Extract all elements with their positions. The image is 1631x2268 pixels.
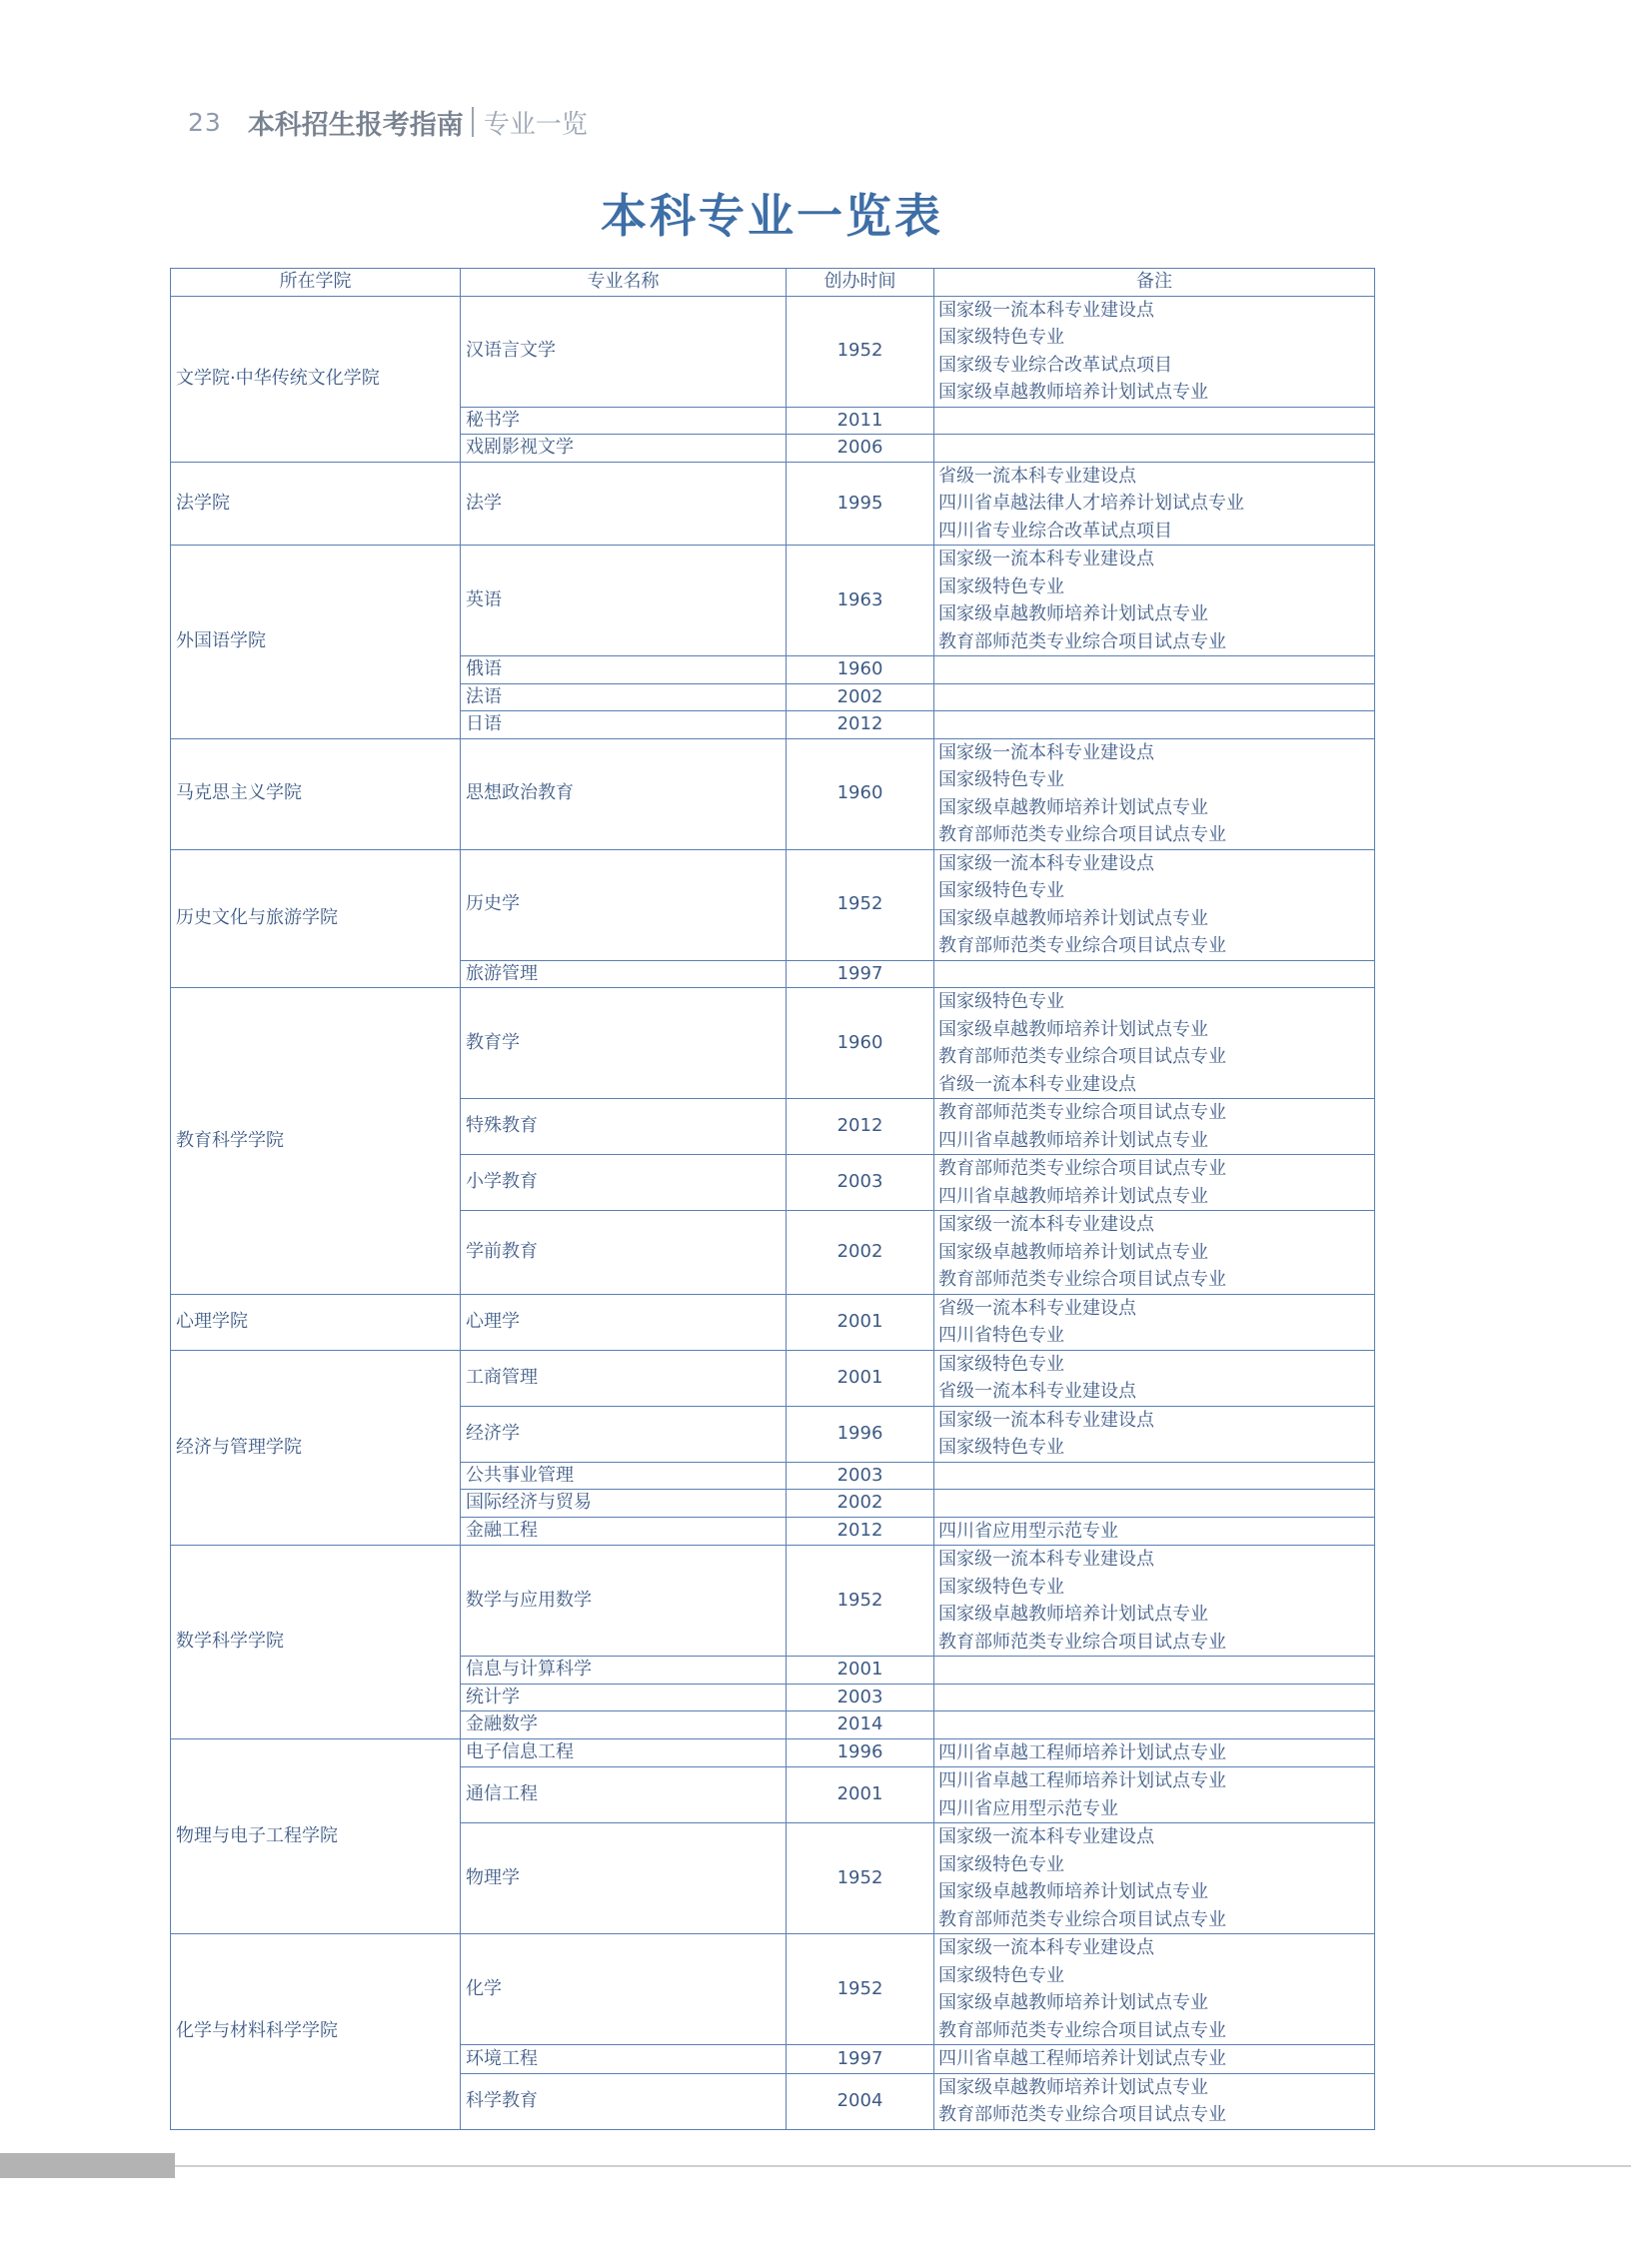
note-item: 教育部师范类专业综合项目试点专业 — [938, 2104, 1226, 2125]
table-row — [171, 1350, 1375, 1406]
note-item: 国家级特色专业 — [938, 1576, 1064, 1598]
note-item: 国家级一流本科专业建设点 — [938, 1549, 1154, 1570]
major-name: 经济学 — [461, 1406, 787, 1462]
note-item: 教育部师范类专业综合项目试点专业 — [938, 1631, 1226, 1653]
note-item: 四川省卓越工程师培养计划试点专业 — [938, 2048, 1226, 2069]
notes-cell — [934, 462, 1375, 546]
major-name: 俄语 — [461, 656, 787, 684]
note-item: 国家级卓越教师培养计划试点专业 — [938, 1241, 1208, 1263]
page-header — [188, 104, 588, 140]
note-item: 国家级特色专业 — [938, 880, 1064, 901]
major-name: 金融工程 — [461, 1517, 787, 1546]
note-item: 国家级特色专业 — [938, 575, 1064, 597]
notes-cell — [934, 1684, 1375, 1711]
notes-cell — [934, 1294, 1375, 1350]
notes-cell — [934, 849, 1375, 960]
note-item: 教育部师范类专业综合项目试点专业 — [938, 1102, 1226, 1123]
notes-cell — [934, 1406, 1375, 1462]
notes-cell — [934, 960, 1375, 988]
header-divider — [472, 107, 474, 137]
note-item: 国家级一流本科专业建设点 — [938, 1214, 1154, 1235]
note-item: 教育部师范类专业综合项目试点专业 — [938, 1269, 1226, 1290]
note-item: 国家级卓越教师培养计划试点专业 — [938, 2076, 1208, 2098]
footer-bar — [0, 2153, 175, 2178]
founded-year: 1952 — [787, 1546, 934, 1657]
table-row — [171, 1738, 1375, 1767]
founded-year: 1952 — [787, 1934, 934, 2045]
table-body — [171, 296, 1375, 2129]
founded-year: 2003 — [787, 1155, 934, 1211]
note-item: 国家级卓越教师培养计划试点专业 — [938, 796, 1208, 818]
note-item: 四川省特色专业 — [938, 1325, 1064, 1346]
table-row — [171, 546, 1375, 656]
note-item: 四川省卓越工程师培养计划试点专业 — [938, 1770, 1226, 1791]
founded-year: 1952 — [787, 1823, 934, 1934]
note-item: 教育部师范类专业综合项目试点专业 — [938, 1908, 1226, 1930]
table-row — [171, 1934, 1375, 2045]
founded-year: 2002 — [787, 1211, 934, 1295]
notes-cell — [934, 988, 1375, 1099]
major-name: 环境工程 — [461, 2045, 787, 2074]
founded-year: 2003 — [787, 1684, 934, 1711]
major-name: 统计学 — [461, 1684, 787, 1711]
college-name: 历史文化与旅游学院 — [171, 849, 461, 988]
notes-cell — [934, 407, 1375, 435]
founded-year: 1996 — [787, 1406, 934, 1462]
founded-year: 2011 — [787, 407, 934, 435]
note-item: 国家级卓越教师培养计划试点专业 — [938, 907, 1208, 929]
major-name: 工商管理 — [461, 1350, 787, 1406]
note-item: 四川省卓越法律人才培养计划试点专业 — [938, 493, 1244, 514]
major-name: 小学教育 — [461, 1155, 787, 1211]
note-item: 四川省应用型示范专业 — [938, 1797, 1118, 1819]
notes-cell — [934, 711, 1375, 739]
founded-year: 1997 — [787, 2045, 934, 2074]
notes-cell — [934, 1350, 1375, 1406]
founded-year: 2001 — [787, 1350, 934, 1406]
college-name: 马克思主义学院 — [171, 738, 461, 849]
founded-year: 1960 — [787, 656, 934, 684]
note-item: 四川省应用型示范专业 — [938, 1520, 1118, 1542]
major-name: 英语 — [461, 546, 787, 656]
major-name: 学前教育 — [461, 1211, 787, 1295]
table-row — [171, 1294, 1375, 1350]
founded-year: 2001 — [787, 1294, 934, 1350]
founded-year: 2012 — [787, 711, 934, 739]
note-item: 国家级卓越教师培养计划试点专业 — [938, 1604, 1208, 1625]
college-name: 化学与材料科学学院 — [171, 1934, 461, 2130]
major-name: 信息与计算科学 — [461, 1657, 787, 1685]
note-item: 四川省卓越工程师培养计划试点专业 — [938, 1741, 1226, 1763]
major-name: 法语 — [461, 683, 787, 711]
founded-year: 1963 — [787, 546, 934, 656]
notes-cell — [934, 1099, 1375, 1155]
founded-year: 1960 — [787, 988, 934, 1099]
page-number: 23 — [188, 107, 222, 137]
major-name: 特殊教育 — [461, 1099, 787, 1155]
notes-cell — [934, 546, 1375, 656]
major-name: 化学 — [461, 1934, 787, 2045]
table-header-row — [171, 269, 1375, 297]
notes-cell — [934, 1823, 1375, 1934]
founded-year: 2002 — [787, 1490, 934, 1518]
note-item: 国家级卓越教师培养计划试点专业 — [938, 1881, 1208, 1902]
notes-cell — [934, 1517, 1375, 1546]
major-name: 科学教育 — [461, 2073, 787, 2129]
note-item: 国家级卓越教师培养计划试点专业 — [938, 382, 1208, 403]
note-item: 省级一流本科专业建设点 — [938, 1073, 1136, 1095]
note-item: 教育部师范类专业综合项目试点专业 — [938, 630, 1226, 652]
founded-year: 1952 — [787, 296, 934, 407]
table-row — [171, 296, 1375, 407]
notes-cell — [934, 296, 1375, 407]
major-name: 电子信息工程 — [461, 1738, 787, 1767]
founded-year: 1997 — [787, 960, 934, 988]
note-item: 国家级卓越教师培养计划试点专业 — [938, 1992, 1208, 2013]
founded-year: 2004 — [787, 2073, 934, 2129]
note-item: 国家级一流本科专业建设点 — [938, 549, 1154, 569]
college-name: 文学院·中华传统文化学院 — [171, 296, 461, 462]
founded-year: 2012 — [787, 1517, 934, 1546]
founded-year: 2003 — [787, 1462, 934, 1490]
note-item: 国家级一流本科专业建设点 — [938, 852, 1154, 874]
notes-cell — [934, 2073, 1375, 2129]
note-item: 国家级卓越教师培养计划试点专业 — [938, 1018, 1208, 1040]
major-name: 法学 — [461, 462, 787, 546]
column-header-year: 创办时间 — [787, 269, 934, 297]
column-header-college: 所在学院 — [171, 269, 461, 297]
notes-cell — [934, 1934, 1375, 2045]
note-item: 国家级特色专业 — [938, 1964, 1064, 1986]
major-name: 汉语言文学 — [461, 296, 787, 407]
note-item: 教育部师范类专业综合项目试点专业 — [938, 2019, 1226, 2041]
founded-year: 2006 — [787, 435, 934, 463]
note-item: 国家级一流本科专业建设点 — [938, 741, 1154, 763]
founded-year: 2001 — [787, 1657, 934, 1685]
founded-year: 1952 — [787, 849, 934, 960]
major-name: 日语 — [461, 711, 787, 739]
note-item: 国家级特色专业 — [938, 769, 1064, 790]
college-name: 数学科学学院 — [171, 1546, 461, 1739]
column-header-notes: 备注 — [934, 269, 1375, 297]
page-title: 本科专业一览表 — [601, 189, 943, 243]
major-name: 教育学 — [461, 988, 787, 1099]
table-row — [171, 1546, 1375, 1657]
major-name: 数学与应用数学 — [461, 1546, 787, 1657]
major-name: 金融数学 — [461, 1711, 787, 1739]
note-item: 四川省卓越教师培养计划试点专业 — [938, 1129, 1208, 1151]
college-name: 教育科学学院 — [171, 988, 461, 1295]
table-row — [171, 849, 1375, 960]
table-row — [171, 462, 1375, 546]
notes-cell — [934, 738, 1375, 849]
note-item: 国家级专业综合改革试点项目 — [938, 354, 1172, 376]
note-item: 国家级特色专业 — [938, 327, 1064, 348]
college-name: 外国语学院 — [171, 546, 461, 739]
section-name: 专业一览 — [483, 109, 588, 140]
notes-cell — [934, 1211, 1375, 1295]
founded-year: 1960 — [787, 738, 934, 849]
note-item: 国家级一流本科专业建设点 — [938, 1937, 1154, 1958]
major-name: 国际经济与贸易 — [461, 1490, 787, 1518]
notes-cell — [934, 435, 1375, 463]
table-row — [171, 738, 1375, 849]
note-item: 教育部师范类专业综合项目试点专业 — [938, 824, 1226, 845]
notes-cell — [934, 1490, 1375, 1518]
notes-cell — [934, 656, 1375, 684]
notes-cell — [934, 683, 1375, 711]
majors-table — [170, 268, 1375, 2130]
notes-cell — [934, 1767, 1375, 1823]
notes-cell — [934, 1546, 1375, 1657]
note-item: 国家级一流本科专业建设点 — [938, 1826, 1154, 1847]
column-header-major: 专业名称 — [461, 269, 787, 297]
founded-year: 2014 — [787, 1711, 934, 1739]
note-item: 教育部师范类专业综合项目试点专业 — [938, 1046, 1226, 1067]
note-item: 国家级特色专业 — [938, 1437, 1064, 1458]
note-item: 省级一流本科专业建设点 — [938, 465, 1136, 487]
table-row — [171, 988, 1375, 1099]
major-name: 历史学 — [461, 849, 787, 960]
note-item: 四川省专业综合改革试点项目 — [938, 520, 1172, 542]
notes-cell — [934, 1462, 1375, 1490]
college-name: 物理与电子工程学院 — [171, 1738, 461, 1934]
note-item: 国家级一流本科专业建设点 — [938, 1409, 1154, 1431]
note-item: 教育部师范类专业综合项目试点专业 — [938, 1158, 1226, 1179]
major-name: 秘书学 — [461, 407, 787, 435]
college-name: 法学院 — [171, 462, 461, 546]
guide-title: 本科招生报考指南 — [247, 109, 464, 141]
major-name: 心理学 — [461, 1294, 787, 1350]
major-name: 物理学 — [461, 1823, 787, 1934]
founded-year: 2001 — [787, 1767, 934, 1823]
major-name: 戏剧影视文学 — [461, 435, 787, 463]
notes-cell — [934, 1657, 1375, 1685]
college-name: 心理学院 — [171, 1294, 461, 1350]
note-item: 国家级特色专业 — [938, 1353, 1064, 1375]
note-item: 四川省卓越教师培养计划试点专业 — [938, 1185, 1208, 1207]
note-item: 省级一流本科专业建设点 — [938, 1381, 1136, 1402]
note-item: 国家级特色专业 — [938, 991, 1064, 1012]
college-name: 经济与管理学院 — [171, 1350, 461, 1546]
note-item: 国家级卓越教师培养计划试点专业 — [938, 603, 1208, 624]
major-name: 公共事业管理 — [461, 1462, 787, 1490]
founded-year: 1996 — [787, 1738, 934, 1767]
founded-year: 1995 — [787, 462, 934, 546]
footer-line — [175, 2165, 1631, 2167]
note-item: 国家级特色专业 — [938, 1853, 1064, 1875]
major-name: 通信工程 — [461, 1767, 787, 1823]
notes-cell — [934, 1711, 1375, 1739]
notes-cell — [934, 2045, 1375, 2074]
major-name: 旅游管理 — [461, 960, 787, 988]
notes-cell — [934, 1738, 1375, 1767]
notes-cell — [934, 1155, 1375, 1211]
note-item: 国家级一流本科专业建设点 — [938, 299, 1154, 321]
founded-year: 2012 — [787, 1099, 934, 1155]
note-item: 省级一流本科专业建设点 — [938, 1297, 1136, 1319]
major-name: 思想政治教育 — [461, 738, 787, 849]
note-item: 教育部师范类专业综合项目试点专业 — [938, 935, 1226, 956]
founded-year: 2002 — [787, 683, 934, 711]
